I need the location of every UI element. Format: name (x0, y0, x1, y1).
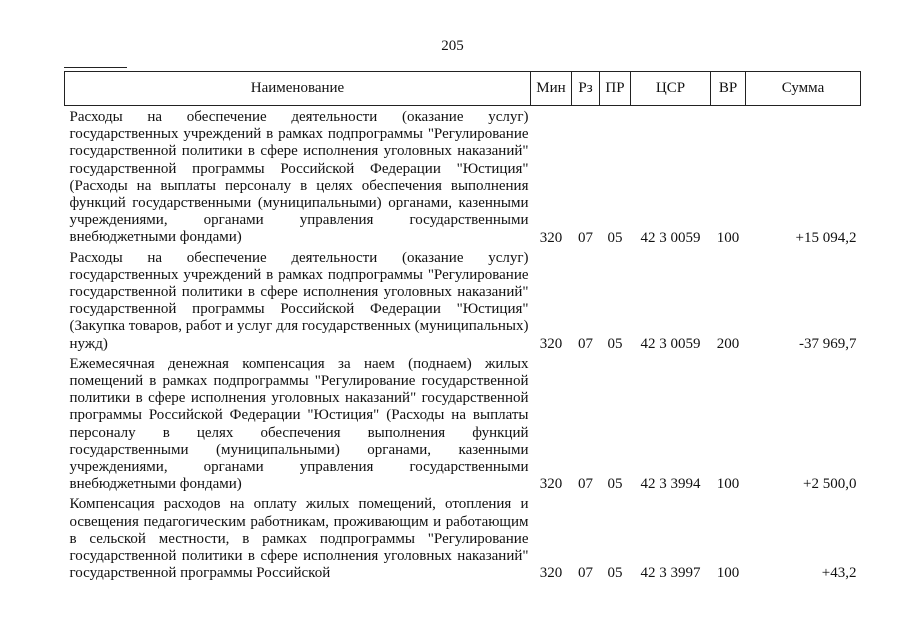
row-pr: 05 (607, 229, 623, 246)
row-sum: +2 500,0 (803, 476, 857, 493)
row-name: Компенсация расходов на оплату жилых помещений, отопления и освещения педагогическим работникам, проживающим и работающим в сельской местности, в рамках подпрограммы "Регулирование государственной политики в сфере исполнения уголовных наказаний" государственной программы Российской (69, 496, 529, 582)
row-name: Расходы на обеспечение деятельности (оказание услуг) государственных учреждений в рамках подпрограммы "Регулирование государственной политики в сфере исполнения уголовных наказаний" государственной программы Российской Федерации "Юстиция" (Расходы на выплаты персоналу в целях обеспечения выполнения функций государственными (муниципальными) органами, казенными учреждениями, органами управления государственными внебюджетными фондами) (69, 109, 529, 246)
table-row (65, 247, 861, 353)
table-row (65, 353, 861, 494)
row-min: 320 (539, 565, 563, 582)
header-row (65, 72, 861, 106)
header-sum: Сумма (746, 72, 861, 106)
row-csr: 42 3 3997 (640, 565, 701, 582)
header-rz: Рз (572, 72, 600, 106)
row-csr: 42 3 0059 (640, 229, 701, 246)
row-rz: 07 (578, 229, 593, 246)
header-name: Наименование (65, 72, 531, 106)
header-csr: ЦСР (631, 72, 711, 106)
row-csr: 42 3 0059 (640, 335, 701, 352)
header-vr: ВР (711, 72, 746, 106)
row-min: 320 (539, 335, 563, 352)
table-row (65, 493, 861, 582)
row-vr: 100 (716, 565, 740, 582)
row-rz: 07 (578, 335, 593, 352)
table-row (65, 106, 861, 247)
row-vr: 100 (716, 229, 740, 246)
row-sum: +43,2 (821, 565, 857, 582)
row-pr: 05 (607, 476, 623, 493)
page-number: 205 (441, 38, 464, 54)
row-vr: 100 (716, 476, 740, 493)
table-body (65, 106, 861, 583)
row-rz: 07 (578, 476, 593, 493)
row-min: 320 (539, 476, 563, 493)
row-name: Расходы на обеспечение деятельности (оказание услуг) государственных учреждений в рамках подпрограммы "Регулирование государственной политики в сфере исполнения уголовных наказаний" государственной программы Российской Федерации "Юстиция" (Закупка товаров, работ и услуг для государственных (муниципальных) нужд) (69, 249, 529, 352)
row-pr: 05 (607, 565, 623, 582)
top-rule (64, 67, 127, 68)
row-csr: 42 3 3994 (640, 476, 701, 493)
row-pr: 05 (607, 335, 623, 352)
table-header (65, 72, 861, 106)
row-rz: 07 (578, 565, 593, 582)
budget-table (64, 71, 861, 582)
row-sum: -37 969,7 (799, 335, 857, 352)
row-sum: +15 094,2 (795, 229, 857, 246)
row-vr: 200 (716, 335, 740, 352)
row-min: 320 (539, 229, 563, 246)
row-name: Ежемесячная денежная компенсация за наем (поднаем) жилых помещений в рамках подпрограммы "Регулирование государственной политики в сфере исполнения уголовных наказаний" государственной программы Российской Федерации "Юстиция" (Расходы на выплаты персоналу в целях обеспечения выполнения функций государственными (муниципальными) органами, казенными учреждениями, органами управления государственными внебюджетными фондами) (69, 355, 529, 493)
header-min: Мин (531, 72, 572, 106)
header-pr: ПР (600, 72, 631, 106)
